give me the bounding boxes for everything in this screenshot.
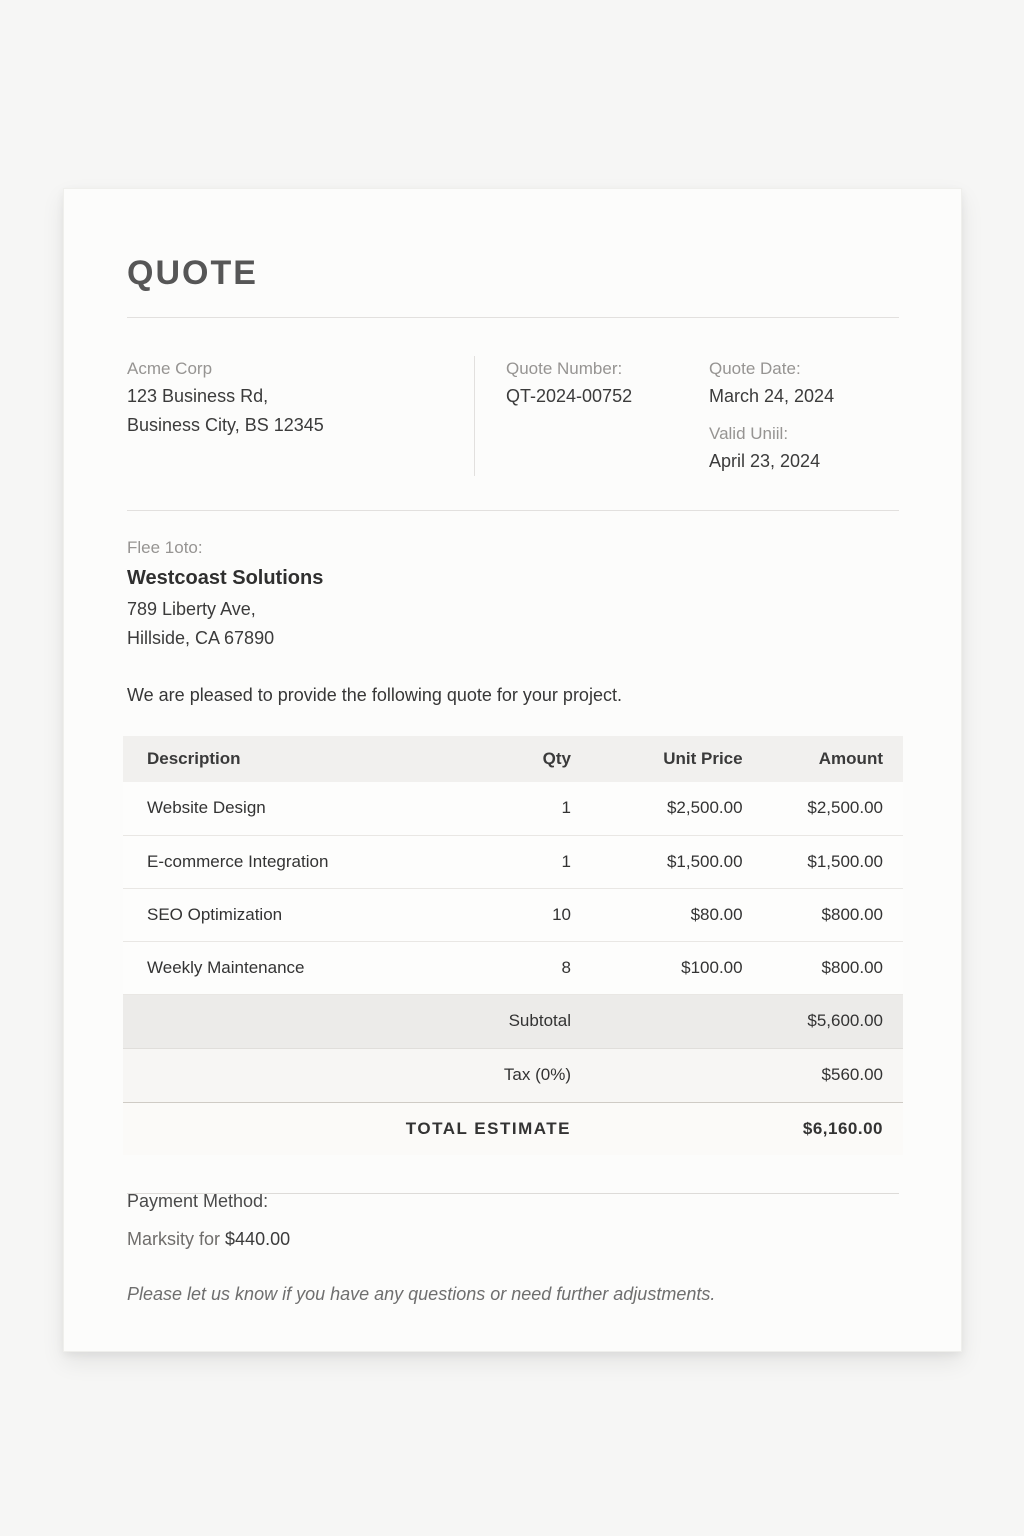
item-description: E-commerce Integration <box>123 835 482 888</box>
quote-document <box>63 188 962 1352</box>
item-amount: $1,500.00 <box>763 835 903 888</box>
page-title: QUOTE <box>127 254 258 292</box>
quote-dates-block <box>709 356 899 476</box>
item-qty: 1 <box>482 835 591 888</box>
item-amount: $800.00 <box>763 888 903 941</box>
payment-method-value <box>127 1224 899 1254</box>
item-qty: 10 <box>482 888 591 941</box>
header-vertical-divider <box>474 356 475 476</box>
company-address-line1: 123 Business Rd, <box>127 386 269 406</box>
item-unit-price: $1,500.00 <box>591 835 763 888</box>
total-estimate-label: TOTAL ESTIMATE <box>123 1102 591 1155</box>
header-divider <box>127 510 899 511</box>
item-qty: 1 <box>482 782 591 835</box>
quote-date-label: Quote Date: <box>709 359 801 378</box>
table-row <box>123 888 903 941</box>
item-amount: $800.00 <box>763 941 903 994</box>
header-qty: Qty <box>482 736 591 782</box>
valid-until-value: April 23, 2024 <box>709 451 821 471</box>
title-divider <box>127 317 899 318</box>
item-unit-price: $2,500.00 <box>591 782 763 835</box>
valid-until-label: Valid Uniil: <box>709 424 789 443</box>
tax-label: Tax (0%) <box>123 1048 591 1102</box>
header-unit-price: Unit Price <box>591 736 763 782</box>
header-amount: Amount <box>763 736 903 782</box>
quote-number-label: Quote Number: <box>506 359 623 378</box>
intro-text: We are pleased to provide the following quote for your project. <box>127 685 622 705</box>
item-unit-price: $100.00 <box>591 941 763 994</box>
recipient-address-line1: 789 Liberty Ave, <box>127 599 256 619</box>
header-description: Description <box>123 736 482 782</box>
table-row <box>123 835 903 888</box>
subtotal-label: Subtotal <box>123 994 591 1048</box>
table-row <box>123 941 903 994</box>
header-info <box>127 356 899 476</box>
item-amount: $2,500.00 <box>763 782 903 835</box>
item-unit-price: $80.00 <box>591 888 763 941</box>
company-name: Acme Corp <box>127 359 213 378</box>
company-block <box>127 356 474 476</box>
payment-method-text: Marksity for <box>127 1229 221 1249</box>
subtotal-row <box>123 994 903 1048</box>
tax-value: $560.00 <box>591 1048 903 1102</box>
closing-note: Please let us know if you have any questions or need further adjustments. <box>127 1284 716 1304</box>
recipient-label: Flee 1oto: <box>127 538 203 557</box>
recipient-block <box>127 535 899 653</box>
total-estimate-value: $6,160.00 <box>591 1102 903 1155</box>
item-description: Weekly Maintenance <box>123 941 482 994</box>
tax-row <box>123 1048 903 1102</box>
payment-method-label: Payment Method: <box>127 1193 269 1211</box>
line-items-table <box>123 736 903 1155</box>
subtotal-value: $5,600.00 <box>591 994 903 1048</box>
quote-number-value: QT-2024-00752 <box>506 386 633 406</box>
quote-number-block <box>506 356 709 476</box>
recipient-address-line2: Hillside, CA 67890 <box>127 628 275 648</box>
payment-method-amount: $440.00 <box>225 1229 291 1249</box>
payment-method-section <box>127 1193 899 1214</box>
item-qty: 8 <box>482 941 591 994</box>
quote-date-value: March 24, 2024 <box>709 386 835 406</box>
item-description: SEO Optimization <box>123 888 482 941</box>
recipient-name: Westcoast Solutions <box>127 567 324 589</box>
total-row <box>123 1102 903 1155</box>
company-address-line2: Business City, BS 12345 <box>127 415 324 435</box>
item-description: Website Design <box>123 782 482 835</box>
table-header-row <box>123 736 903 782</box>
table-row <box>123 782 903 835</box>
